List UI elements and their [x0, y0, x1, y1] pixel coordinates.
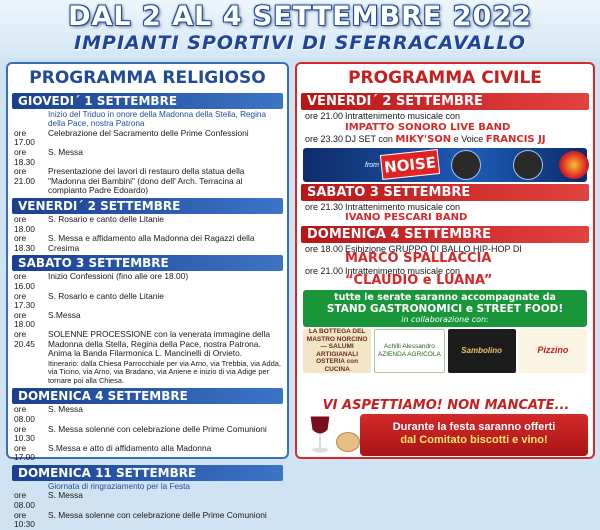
sponsor-logo: Sambolino — [448, 329, 516, 373]
event-time: ore 18.00 — [14, 213, 35, 234]
event-desc: Intrattenimento musicale con — [345, 265, 461, 276]
event-text: Inizio Confessioni (fino alle ore 18.00) — [48, 271, 189, 282]
event-row — [8, 311, 287, 330]
event-time: ore 17.00 — [14, 442, 35, 463]
event-time: ore 18.00 — [305, 243, 344, 254]
event-time: ore 10.30 — [14, 423, 35, 444]
event-act: IMPATTO SONORO LIVE BAND — [345, 121, 511, 133]
dj-photo — [513, 150, 543, 180]
event-text: S. Messa e affidamento alla Madonna dei Ragazzi della Cresima — [48, 233, 255, 253]
event-row — [297, 134, 593, 146]
event-row — [8, 129, 287, 148]
event-row — [8, 234, 287, 253]
day-bar-sunday-11: DOMENICA 11 SETTEMBRE — [12, 465, 283, 481]
food-stands-line-1: tutte le serate saranno accompagnate da — [334, 291, 556, 303]
food-stands-line-2: STAND GASTRONOMICI e STREET FOOD! — [326, 302, 564, 315]
poster-title: DAL 2 AL 4 SETTEMBRE 2022 — [68, 1, 532, 32]
event-time: ore 18.30 — [14, 147, 35, 167]
event-time: ore 10:30 — [14, 509, 35, 530]
event-desc-mid: e Voice — [453, 134, 484, 144]
event-row — [297, 202, 593, 224]
day-bar-sunday-4: DOMENICA 4 SETTEMBRE — [301, 226, 589, 243]
event-row — [8, 292, 287, 311]
event-row — [8, 491, 287, 510]
event-time: ore 21.00 — [305, 265, 344, 276]
poster-subtitle: IMPIANTI SPORTIVI DI SFERRACAVALLO — [74, 32, 526, 54]
event-text: Celebrazione del Sacramento delle Prime Confessioni — [48, 127, 249, 138]
event-text: S. Messa — [48, 490, 83, 501]
religious-program-title: PROGRAMMA RELIGIOSO — [29, 68, 266, 88]
day-bar-thursday-1: GIOVEDI´ 1 SETTEMBRE — [12, 93, 283, 109]
event-time: ore 21.30 — [305, 201, 344, 212]
day-bar-sunday-4: DOMENICA 4 SETTEMBRE — [12, 388, 283, 404]
event-act: IVANO PESCARI BAND — [345, 212, 468, 223]
event-time: ore 21.00 — [305, 111, 344, 121]
event-text — [345, 111, 589, 133]
event-desc: Esibizione GRUPPO DI BALLO HIP-HOP DI — [345, 243, 522, 254]
event-desc: Intrattenimento musicale con — [345, 201, 461, 212]
event-desc: Intrattenimento musicale con — [345, 111, 461, 121]
event-row — [8, 148, 287, 167]
sponsor-logo: LA BOTTEGA DEL MASTRO NORCINO — SALUMI ARTIGIANALI OSTERIA con CUCINA — [303, 329, 371, 373]
wine-offer-line-1: Durante la festa saranno offerti — [392, 421, 556, 433]
event-time: ore 23.30 — [305, 134, 344, 144]
event-row — [297, 244, 593, 265]
event-text: S. Rosario e canto delle Litanie — [48, 290, 164, 301]
event-text — [345, 202, 589, 224]
day-note: Giornata di ringraziamento per la Festa — [48, 482, 190, 492]
collaboration-label: in collaborazione con: — [401, 314, 489, 324]
event-time: ore 20.45 — [14, 328, 35, 349]
closing-banner: VI ASPETTIAMO! NON MANCATE... — [322, 398, 570, 413]
event-row — [8, 272, 287, 291]
wine-glass-icon — [303, 414, 337, 456]
event-time: ore 21.00 — [14, 166, 35, 186]
day-bar-friday-2: VENERDI´ 2 SETTEMBRE — [12, 198, 283, 214]
sponsor-logo: Pizzino — [519, 329, 587, 373]
biscuits-icon — [336, 432, 360, 452]
event-row — [8, 444, 287, 463]
day-note: Inizio del Triduo in onore della Madonna della Stella, Regina della Pace, nostra Patrona — [48, 110, 267, 129]
event-row — [8, 215, 287, 234]
event-time: ore 18.30 — [14, 233, 35, 253]
event-row — [8, 405, 287, 424]
event-time: ore 17.00 — [14, 127, 35, 148]
sponsor-logos — [303, 329, 587, 373]
noise-promo-banner — [303, 148, 587, 182]
religious-program-panel — [6, 62, 289, 530]
dj-name-2: FRANCIS JJ — [485, 134, 546, 145]
event-row — [8, 511, 287, 530]
civil-program-title: PROGRAMMA CIVILE — [348, 68, 542, 88]
decorative-emblem — [559, 151, 589, 179]
dj-photo — [451, 150, 481, 180]
food-stands-box — [303, 290, 587, 327]
poster-header — [0, 0, 600, 58]
event-row — [297, 266, 593, 287]
noise-from-label: from — [365, 161, 379, 169]
event-time: ore 08.00 — [14, 490, 35, 511]
wine-offer-box — [360, 414, 588, 456]
event-text — [345, 266, 589, 287]
event-text: Presentazione dei lavori di restauro della statua della "Madonna dei Bambini" (dono dell' Arch. Terracina al compianto Padre Edoardo) — [48, 166, 245, 196]
event-row — [8, 167, 287, 196]
event-text: S. Messa — [48, 147, 83, 157]
event-time: ore 08.00 — [14, 404, 35, 425]
day-bar-saturday-3: SABATO 3 SETTEMBRE — [12, 255, 283, 271]
event-time: ore 16.00 — [14, 271, 35, 291]
event-time: ore 18.00 — [14, 309, 35, 330]
event-row — [8, 425, 287, 444]
day-bar-friday-2: VENERDI´ 2 SETTEMBRE — [301, 93, 589, 110]
event-row — [297, 111, 593, 133]
event-act: MARCO SPALLACCIA — [345, 251, 492, 266]
event-text: S.Messa e atto di affidamento alla Madonna — [48, 442, 212, 453]
dj-name-1: MIKY'SON — [395, 134, 452, 145]
event-desc: DJ SET con — [345, 134, 393, 144]
event-text: S.Messa — [48, 309, 81, 320]
event-text — [345, 134, 589, 146]
day-bar-saturday-3: SABATO 3 SETTEMBRE — [301, 184, 589, 201]
procession-itinerary: Itinerario: dalla Chiesa Parrocchiale per via Arno, via Trebbia, via Adda, via Ticino, via Arno, via Bradano, via Aniene e inizio di via Adige per tornare poi alla Chiesa. — [48, 358, 281, 385]
event-time: ore 17.30 — [14, 290, 35, 311]
noise-logo: NOISE — [380, 149, 440, 180]
event-text: SOLENNE PROCESSIONE con la venerata immagine della Madonna della Stella, Regina della Pace, nostra Patrona. Anima la Banda Filarmonica L. Mancinelli di Orvieto. — [48, 328, 271, 359]
sponsor-logo: Achilli Alessandro AZIENDA AGRICOLA — [374, 329, 444, 373]
event-text: S. Rosario e canto delle Litanie — [48, 213, 164, 224]
event-act: “CLAUDIO e LUANA” — [345, 273, 493, 288]
wine-offer-line-2: dal Comitato biscotti e vino! — [400, 434, 548, 446]
event-text: S. Messa solenne con celebrazione delle Prime Comunioni — [48, 423, 267, 434]
event-text: S. Messa solenne con celebrazione delle Prime Comunioni — [48, 509, 267, 520]
event-row — [8, 330, 287, 359]
event-text: S. Messa — [48, 404, 83, 415]
event-text — [345, 244, 589, 265]
